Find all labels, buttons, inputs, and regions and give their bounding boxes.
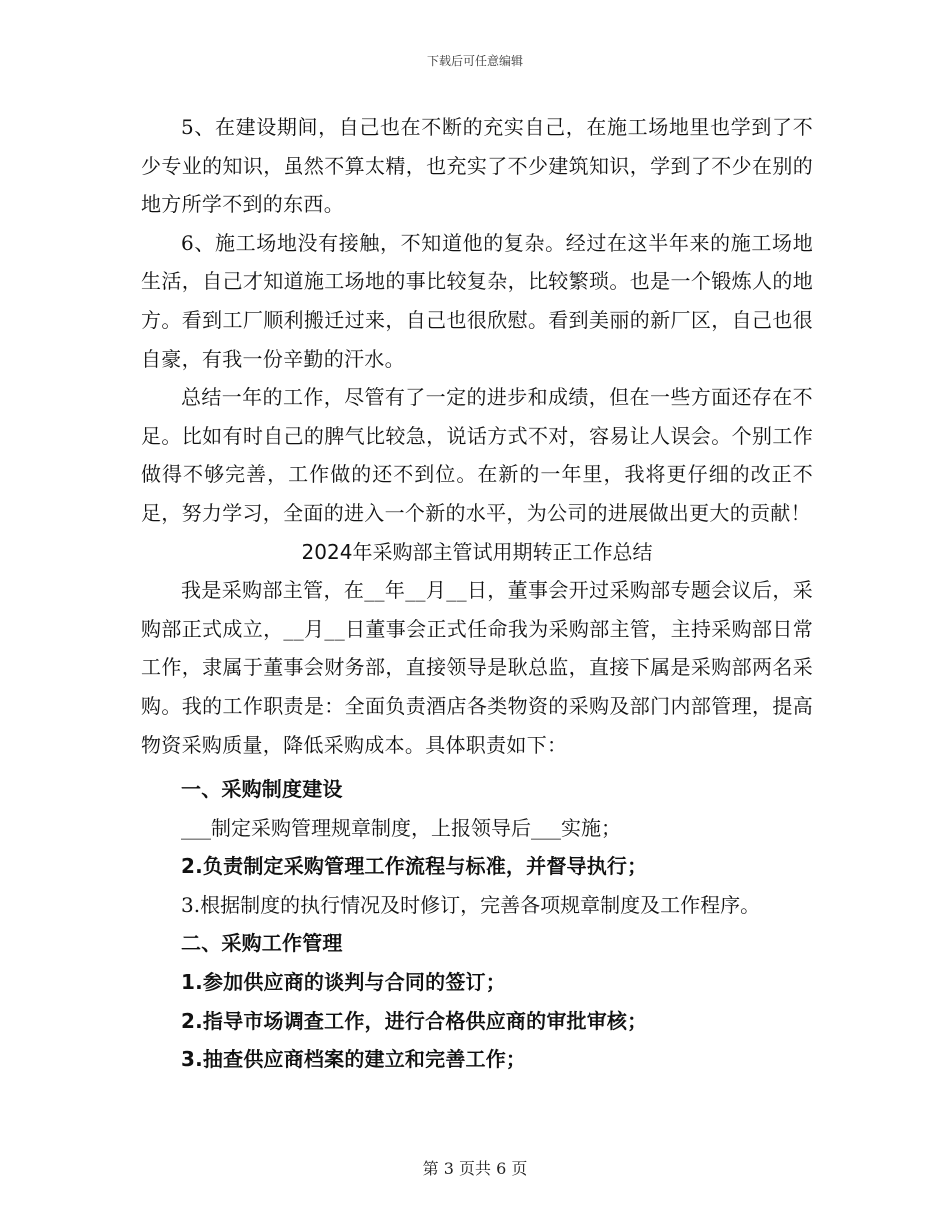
paragraph-5: 5、在建设期间，自己也在不断的充实自己，在施工场地里也学到了不少专业的知识，虽然不算太精，也充实了不少建筑知识，学到了不少在别的地方所学不到的东西。	[141, 115, 813, 217]
list-item: 2.负责制定采购管理工作流程与标准，并督导执行；	[181, 854, 648, 879]
heading-procurement-system: 一、采购制度建设	[181, 777, 343, 802]
list-item: 2.指导市场调查工作，进行合格供应商的审批审核；	[181, 1008, 648, 1033]
paragraph-6: 6、施工场地没有接触，不知道他的复杂。经过在这半年来的施工场地生活，自己才知道施工场地的事比较复杂，比较繁琐。也是一个锻炼人的地方。看到工厂顺利搬迁过来，自己也很欣慰。看到美丽的新厂区，自己也很自豪，有我一份辛勤的汗水。	[141, 230, 813, 371]
page-header: 下载后可任意编辑	[426, 54, 523, 68]
list-item: ___制定采购管理规章制度，上报领导后___实施；	[181, 815, 621, 840]
heading-procurement-management: 二、采购工作管理	[181, 931, 343, 956]
list-item: 3.抽查供应商档案的建立和完善工作；	[181, 1047, 527, 1072]
intro-paragraph: 我是采购部主管，在__年__月__日，董事会开过采购部专题会议后，采购部正式成立，__月__日董事会正式任命我为采购部主管，主持采购部日常工作，隶属于董事会财务部，直接领导是耿总监，直接下属是采购部两名采购。我的工作职责是：全面负责酒店各类物资的采购及部门内部管理，提高物资采购质量，降低采购成本。具体职责如下：	[141, 578, 813, 757]
document-body	[141, 108, 813, 1079]
paragraph-summary: 总结一年的工作，尽管有了一定的进步和成绩，但在一些方面还存在不足。比如有时自己的脾气比较急，说话方式不对，容易让人误会。个别工作做得不够完善，工作做的还不到位。在新的一年里，我将更仔细的改正不足，努力学习，全面的进入一个新的水平，为公司的进展做出更大的贡献！	[141, 385, 813, 525]
page-footer: 第 3 页共 6 页	[422, 1159, 528, 1178]
list-item: 3.根据制度的执行情况及时修订，完善各项规章制度及工作程序。	[181, 892, 761, 917]
section-title: 2024年采购部主管试用期转正工作总结	[301, 539, 653, 564]
list-item: 1.参加供应商的谈判与合同的签订；	[181, 970, 506, 995]
